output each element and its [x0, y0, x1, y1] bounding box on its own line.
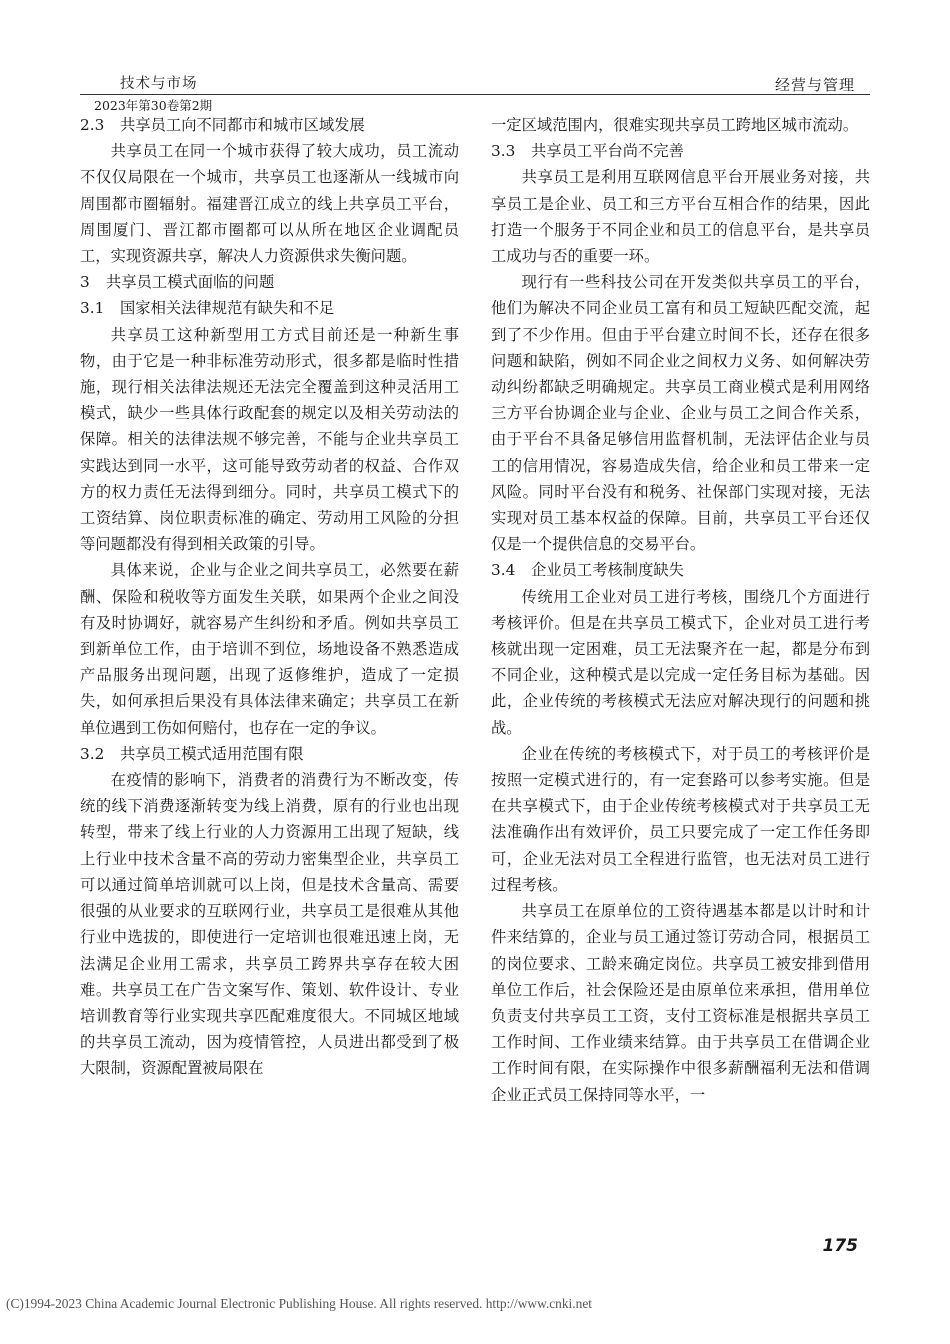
section-number: 3.1: [80, 299, 105, 318]
copyright-footer: (C)1994-2023 China Academic Journal Electronic Publishing House. All rights reserved. http://www.cnki.net: [6, 1296, 592, 1311]
body-paragraph: 共享员工这种新型用工方式目前还是一种新生事物，由于它是一种非标准劳动形式，很多都是临时性措施，现行相关法律法规还无法完全覆盖到这种灵活用工模式，缺少一些具体行政配套的规定以及相关劳动法的保障。相关的法律法规不够完善，不能与企业共享员工实践达到同一水平，这可能导致劳动者的权益、合作双方的权力责任无法得到细分。同时，共享员工模式下的工资结算、岗位职责标准的确定、劳动用工风险的分担等问题都没有得到相关政策的引导。: [80, 325, 459, 554]
body-paragraph: 共享员工在原单位的工资待遇基本都是以计时和计件来结算的，企业与员工通过签订劳动合同，根据员工的岗位要求、工龄来确定岗位。共享员工被安排到借用单位工作后，社会保险还是由原单位来承担，借用单位负责支付共享员工工资，支付工资标准是根据共享员工工作时间、工作业绩来结算。由于共享员工在借调企业工作时间有限，在实际操作中很多薪酬福利无法和借调企业正式员工保持同等水平，一: [491, 902, 870, 1104]
body-paragraph: 共享员工是利用互联网信息平台开展业务对接，共享员工是企业、员工和三方平台互相合作的结果，因此打造一个服务于不同企业和员工的信息平台，是共享员工成功与否的重要一环。: [491, 168, 870, 266]
section-heading: [80, 269, 459, 295]
section-number: 3.2: [80, 744, 105, 763]
body-paragraph: 具体来说，企业与企业之间共享员工，必然要在薪酬、保险和税收等方面发生关联，如果两个企业之间没有及时协调好，就容易产生纠纷和矛盾。例如共享员工到新单位工作，由于培训不到位，场地设备不熟悉造成产品服务出现问题，出现了返修维护，造成了一定损失，如何承担后果没有具体法律来确定；共享员工在新单位遇到工伤如何赔付，也存在一定的争议。: [80, 561, 459, 737]
left-column: [80, 112, 459, 1082]
section-number: 2.3: [80, 116, 105, 134]
section-heading: [80, 295, 459, 321]
section-heading: [80, 741, 459, 767]
section-heading: [491, 138, 870, 164]
section-title: 共享员工平台尚不完善: [531, 142, 684, 161]
section-heading: [491, 557, 870, 583]
running-header-journal: 技术与市场: [120, 76, 198, 92]
section-number: 3: [80, 273, 90, 292]
section-title: 企业员工考核制度缺失: [531, 561, 684, 580]
body-paragraph: 一定区域范围内，很难实现共享员工跨地区城市流动。: [491, 116, 859, 134]
section-number: 3.4: [491, 561, 516, 580]
body-paragraph: 在疫情的影响下，消费者的消费行为不断改变，传统的线下消费逐渐转变为线上消费，原有的行业也出现转型，带来了线上行业的人力资源用工出现了短缺，线上行业中技术含量不高的劳动力密集型企业，共享员工可以通过简单培训就可以上岗，但是技术含量高、需要很强的从业要求的互联网行业，共享员工是很难从其他行业中选拔的，即使进行一定培训也很难迅速上岗，无法满足企业用工需求，共享员工跨界共享存在较大困难。共享员工在广告文案写作、策划、软件设计、专业培训教育等行业实现共享匹配难度很大。不同城区地域的共享员工流动，因为疫情管控，人员进出都受到了极大限制，资源配置被局限在: [80, 771, 459, 1078]
right-column: [491, 112, 870, 1108]
running-header-issue: 2023年第30卷第2期: [94, 98, 213, 113]
section-number: 3.3: [491, 142, 516, 161]
header-rule: [80, 94, 870, 95]
body-paragraph: 企业在传统的考核模式下，对于员工的考核评价是按照一定模式进行的，有一定套路可以参考实施。但是在共享模式下，由于企业传统考核模式对于共享员工无法准确作出有效评价，员工只要完成了一定工作任务即可，企业无法对员工全程进行监管，也无法对员工进行过程考核。: [491, 744, 870, 894]
section-title: 共享员工模式适用范围有限: [120, 744, 304, 763]
body-paragraph: 传统用工企业对员工进行考核，围绕几个方面进行考核评价。但是在共享员工模式下，企业对员工进行考核就出现一定困难，员工无法聚齐在一起，都是分布到不同企业，这种模式是以完成一定任务目标为基础。因此，企业传统的考核模式无法应对解决现行的问题和挑战。: [491, 587, 870, 737]
section-heading: [80, 112, 459, 138]
body-paragraph: 现行有一些科技公司在开发类似共享员工的平台，他们为解决不同企业员工富有和员工短缺匹配交流，起到了不少作用。但由于平台建立时间不长，还存在很多问题和缺陷，例如不同企业之间权力义务、如何解决劳动纠纷都缺乏明确规定。共享员工商业模式是利用网络三方平台协调企业与企业、企业与员工之间合作关系，由于平台不具备足够信用监督机制，无法评估企业与员工的信用情况，容易造成失信，给企业和员工带来一定风险。同时平台没有和税务、社保部门实现对接，无法实现对员工基本权益的保障。目前，共享员工平台还仅仅是一个提供信息的交易平台。: [491, 273, 870, 554]
section-title: 国家相关法律规范有缺失和不足: [120, 299, 335, 318]
page-number: 175: [822, 1236, 858, 1256]
running-header-section: 经营与管理: [774, 76, 855, 94]
section-title: 共享员工模式面临的问题: [106, 273, 275, 292]
body-paragraph: 共享员工在同一个城市获得了较大成功，员工流动不仅仅局限在一个城市，共享员工也逐渐从一线城市向周围都市圈辐射。福建晋江成立的线上共享员工平台，周围厦门、晋江都市圈都可以从所在地区企业调配员工，实现资源共享，解决人力资源供求失衡问题。: [80, 142, 459, 266]
section-title: 共享员工向不同都市和城市区域发展: [120, 116, 365, 134]
